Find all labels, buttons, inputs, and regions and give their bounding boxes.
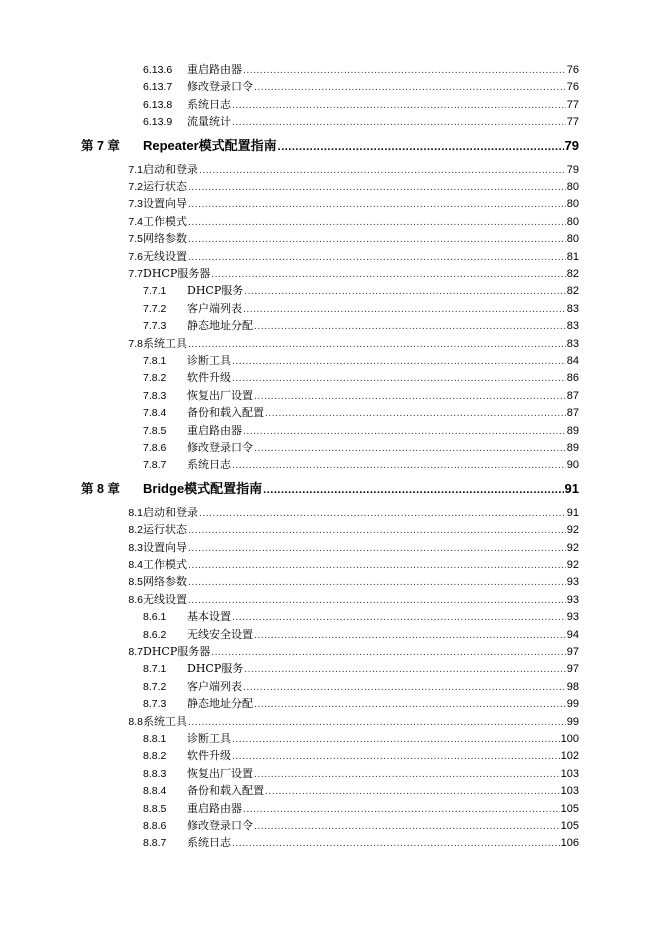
toc-entry-title: 基本设置 (187, 610, 231, 624)
dot-leader (232, 732, 560, 748)
toc-entry-title: 修改登录口令 (187, 80, 253, 94)
toc-entry-page: 99 (566, 698, 579, 711)
toc-entry-page: 98 (566, 680, 579, 693)
dot-leader (254, 767, 560, 783)
toc-entry-title: 无线设置 (143, 249, 187, 263)
toc-entry-number: 第 7 章 (81, 138, 120, 153)
toc-entry-page: 93 (566, 576, 579, 589)
toc-entry[interactable] (143, 766, 579, 782)
toc-entry-title: 重启路由器 (187, 423, 242, 437)
toc-entry-page: 103 (560, 767, 579, 780)
toc-entry[interactable] (128, 540, 579, 556)
toc-entry-number: 8.6.2 (143, 628, 167, 641)
toc-entry[interactable] (143, 283, 579, 299)
toc-entry[interactable] (128, 231, 579, 247)
toc-entry-title: DHCP服务器 (143, 645, 211, 658)
toc-entry[interactable] (143, 731, 579, 747)
toc-entry[interactable] (128, 714, 579, 730)
toc-entry-title: 静态地址分配 (187, 697, 253, 711)
toc-entry-number: 7.7.1 (143, 285, 167, 298)
toc-entry-number: 8.8.4 (143, 785, 167, 798)
toc-entry-number: 7.8.1 (143, 355, 167, 367)
toc-entry-number: 6.13.9 (143, 116, 173, 129)
toc-entry-number: 6.13.8 (143, 98, 173, 111)
toc-entry-page: 92 (566, 524, 579, 537)
toc-entry-number: 7.8.6 (143, 442, 167, 454)
dot-leader (232, 749, 560, 765)
toc-entry[interactable] (128, 266, 579, 282)
toc-entry-page: 91 (564, 480, 579, 496)
dot-leader (254, 319, 566, 335)
toc-entry[interactable] (143, 627, 579, 643)
toc-entry-page: 84 (566, 355, 579, 367)
toc-entry[interactable] (128, 336, 579, 352)
toc-entry-page: 87 (566, 407, 579, 420)
toc-entry[interactable] (143, 661, 579, 677)
toc-entry-page: 80 (566, 198, 579, 211)
toc-entry-number: 8.8.1 (143, 733, 167, 745)
dot-leader (188, 523, 566, 539)
toc-entry-page: 100 (560, 733, 579, 745)
toc-entry-page: 105 (560, 802, 579, 815)
dot-leader (188, 575, 566, 591)
toc-entry-page: 83 (566, 302, 579, 315)
toc-entry[interactable] (143, 835, 579, 851)
dot-leader (243, 680, 566, 696)
dot-leader (188, 250, 566, 266)
toc-entry-number: 7.8.3 (143, 389, 167, 402)
toc-entry[interactable] (128, 592, 579, 608)
toc-entry[interactable] (143, 97, 579, 113)
dot-leader (254, 697, 566, 713)
toc-entry[interactable] (143, 301, 579, 317)
toc-entry-number: 7.5 (128, 233, 143, 246)
toc-entry[interactable] (128, 162, 579, 178)
toc-entry-title: Repeater模式配置指南 (143, 137, 277, 153)
toc-entry-number: 8.7.3 (143, 698, 167, 711)
toc-entry-number: 7.7.3 (143, 320, 167, 333)
toc-entry[interactable] (143, 370, 579, 386)
toc-entry-number: 7.6 (128, 250, 143, 263)
toc-entry-page: 89 (566, 442, 579, 454)
toc-entry-page: 97 (566, 646, 579, 658)
toc-entry-title: 重启路由器 (187, 801, 242, 815)
dot-leader (254, 819, 560, 835)
toc-entry-title: 工作模式 (143, 214, 187, 228)
toc-entry-number: 7.7 (128, 268, 143, 280)
toc-entry-title: 启动和登录 (143, 505, 198, 519)
dot-leader (232, 458, 566, 474)
toc-entry-title: 系统工具 (143, 714, 187, 728)
toc-entry-title: 修改登录口令 (187, 819, 253, 832)
dot-leader (188, 593, 566, 609)
dot-leader (265, 406, 566, 422)
dot-leader (188, 180, 566, 196)
dot-leader (243, 63, 566, 79)
dot-leader (211, 645, 566, 661)
toc-entry-title: 恢复出厂设置 (187, 388, 253, 402)
toc-entry-page: 80 (566, 215, 579, 228)
toc-chapter[interactable] (81, 479, 579, 499)
toc-entry-page: 86 (566, 372, 579, 385)
toc-entry-title: 运行状态 (143, 523, 187, 537)
toc-entry-number: 8.8.3 (143, 767, 167, 780)
toc-entry-number: 8.7 (128, 646, 143, 658)
toc-entry-title: 设置向导 (143, 540, 187, 554)
toc-entry[interactable] (128, 574, 579, 590)
dot-leader (188, 558, 566, 574)
toc-entry-number: 8.4 (128, 559, 143, 571)
toc-entry[interactable] (128, 557, 579, 573)
dot-leader (188, 337, 566, 353)
toc-entry-page: 92 (566, 541, 579, 554)
toc-entry-page: 83 (566, 320, 579, 333)
toc-entry[interactable] (143, 609, 579, 625)
toc-entry-number: 8.2 (128, 524, 143, 537)
toc-entry-page: 80 (566, 181, 579, 193)
dot-leader (188, 197, 566, 213)
toc-entry-number: 7.2 (128, 181, 143, 193)
dot-leader (254, 80, 566, 96)
toc-entry-number: 8.8.6 (143, 820, 167, 832)
toc-entry[interactable] (128, 644, 579, 660)
toc-entry-title: 修改登录口令 (187, 441, 253, 454)
toc-entry-title: 设置向导 (143, 197, 187, 211)
toc-entry[interactable] (143, 696, 579, 712)
toc-entry-number: 8.6 (128, 593, 143, 606)
toc-entry[interactable] (128, 249, 579, 265)
toc-entry[interactable] (143, 440, 579, 456)
dot-leader (232, 98, 566, 114)
toc-entry[interactable] (128, 179, 579, 195)
toc-entry-title: 备份和载入配置 (187, 784, 264, 798)
toc-entry-page: 82 (566, 285, 579, 298)
toc-entry[interactable] (143, 114, 579, 130)
toc-entry-number: 8.3 (128, 541, 143, 554)
dot-leader (188, 232, 566, 248)
toc-entry-number: 8.8.5 (143, 802, 167, 815)
dot-leader (243, 424, 566, 440)
dot-leader (188, 715, 566, 731)
dot-leader (211, 267, 566, 283)
toc-entry-number: 8.8 (128, 715, 143, 728)
dot-leader (254, 441, 566, 457)
toc-entry-title: DHCP服务器 (143, 267, 211, 280)
toc-entry-title: 系统日志 (187, 97, 231, 111)
toc-entry-number: 6.13.6 (143, 64, 173, 76)
toc-entry-title: 工作模式 (143, 558, 187, 571)
toc-entry-page: 76 (566, 64, 579, 76)
toc-entry-title: 系统日志 (187, 458, 231, 472)
toc-entry-page: 89 (566, 424, 579, 437)
toc-entry-page: 87 (566, 389, 579, 402)
toc-entry[interactable] (143, 783, 579, 799)
toc-entry-title: 诊断工具 (187, 354, 231, 367)
toc-entry-number: 7.8 (128, 337, 143, 350)
toc-entry-page: 77 (566, 98, 579, 111)
dot-leader (254, 628, 566, 644)
toc-entry[interactable] (143, 801, 579, 817)
toc-entry-title: 系统工具 (143, 336, 187, 350)
toc-entry-title: 恢复出厂设置 (187, 766, 253, 780)
toc-entry[interactable] (128, 522, 579, 538)
toc-entry-title: DHCP服务 (187, 662, 244, 676)
dot-leader (265, 784, 560, 800)
toc-entry[interactable] (143, 318, 579, 334)
toc-entry-number: 7.8.5 (143, 424, 167, 437)
dot-leader (244, 662, 566, 678)
toc-entry-number: 8.6.1 (143, 611, 167, 624)
toc-entry-title: 系统日志 (187, 836, 231, 850)
toc-entry[interactable] (143, 423, 579, 439)
dot-leader (188, 215, 566, 231)
toc-entry-number: 8.7.2 (143, 680, 167, 693)
dot-leader (232, 354, 566, 370)
toc-entry-number: 7.8.7 (143, 459, 167, 472)
toc-entry-title: 无线设置 (143, 592, 187, 606)
toc-entry[interactable] (143, 388, 579, 404)
toc-entry-number: 6.13.7 (143, 81, 173, 94)
toc-entry-title: 无线安全设置 (187, 627, 253, 641)
dot-leader (278, 137, 564, 157)
toc-entry-page: 93 (566, 593, 579, 606)
dot-leader (244, 284, 566, 300)
toc-entry-page: 83 (566, 337, 579, 350)
toc-entry-number: 8.7.1 (143, 663, 167, 676)
toc-entry[interactable] (143, 405, 579, 421)
toc-entry[interactable] (128, 196, 579, 212)
toc-entry-number: 7.1 (128, 163, 143, 176)
toc-entry-number: 7.7.2 (143, 302, 167, 315)
dot-leader (232, 115, 566, 131)
toc-entry-title: 软件升级 (187, 371, 231, 385)
toc-entry-title: 启动和登录 (143, 162, 198, 176)
toc-entry-title: 软件升级 (187, 749, 231, 763)
toc-entry-page: 76 (566, 81, 579, 94)
toc-entry[interactable] (143, 818, 579, 834)
toc-entry-title: DHCP服务 (187, 284, 244, 298)
toc-entry-page: 99 (566, 715, 579, 728)
toc-entry-page: 91 (566, 506, 579, 519)
toc-entry[interactable] (143, 353, 579, 369)
toc-entry-title: 重启路由器 (187, 63, 242, 76)
toc-entry-number: 8.8.7 (143, 837, 167, 850)
toc-entry-number: 第 8 章 (81, 481, 120, 496)
dot-leader (243, 302, 566, 318)
dot-leader (232, 610, 566, 626)
toc-entry-title: 备份和载入配置 (187, 406, 264, 420)
toc-entry-page: 77 (566, 116, 579, 129)
toc-entry-title: 客户端列表 (187, 679, 242, 693)
toc-entry-title: 运行状态 (143, 180, 187, 193)
toc-entry-title: 网络参数 (143, 575, 187, 589)
toc-entry-number: 7.3 (128, 198, 143, 211)
toc-entry-number: 7.4 (128, 215, 143, 228)
toc-entry-page: 102 (560, 750, 579, 763)
toc-entry[interactable] (143, 62, 579, 78)
toc-entry-number: 7.8.2 (143, 372, 167, 385)
toc-entry-page: 105 (560, 820, 579, 832)
toc-entry[interactable] (143, 748, 579, 764)
toc-chapter[interactable] (81, 136, 579, 156)
dot-leader (254, 389, 566, 405)
toc-entry-page: 94 (566, 628, 579, 641)
toc-entry-page: 79 (566, 163, 579, 176)
toc-entry-number: 8.8.2 (143, 750, 167, 763)
toc-entry-title: 流量统计 (187, 115, 231, 129)
dot-leader (232, 371, 566, 387)
toc-entry-page: 79 (564, 137, 579, 153)
toc-entry-page: 106 (560, 837, 579, 850)
toc-entry-title: 静态地址分配 (187, 319, 253, 333)
toc-entry-page: 80 (566, 233, 579, 246)
toc-entry-page: 81 (566, 250, 579, 263)
toc-entry[interactable] (128, 214, 579, 230)
dot-leader (263, 480, 563, 500)
toc-entry[interactable] (143, 79, 579, 95)
toc-entry[interactable] (143, 679, 579, 695)
dot-leader (199, 506, 566, 522)
toc-entry[interactable] (143, 457, 579, 473)
dot-leader (188, 541, 566, 557)
dot-leader (232, 836, 560, 852)
toc-entry[interactable] (128, 505, 579, 521)
toc-entry-page: 82 (566, 268, 579, 280)
toc-entry-title: 诊断工具 (187, 732, 231, 745)
dot-leader (199, 163, 566, 179)
toc-entry-number: 8.1 (128, 506, 143, 519)
toc-entry-page: 92 (566, 559, 579, 571)
dot-leader (243, 802, 560, 818)
toc-entry-number: 8.5 (128, 576, 143, 589)
toc-entry-page: 97 (566, 663, 579, 676)
toc-entry-title: Bridge模式配置指南 (143, 480, 263, 496)
toc-entry-page: 103 (560, 785, 579, 798)
toc-entry-title: 客户端列表 (187, 301, 242, 315)
toc-entry-page: 93 (566, 611, 579, 624)
toc-entry-number: 7.8.4 (143, 407, 167, 420)
toc-entry-title: 网络参数 (143, 232, 187, 246)
toc-entry-page: 90 (566, 459, 579, 472)
